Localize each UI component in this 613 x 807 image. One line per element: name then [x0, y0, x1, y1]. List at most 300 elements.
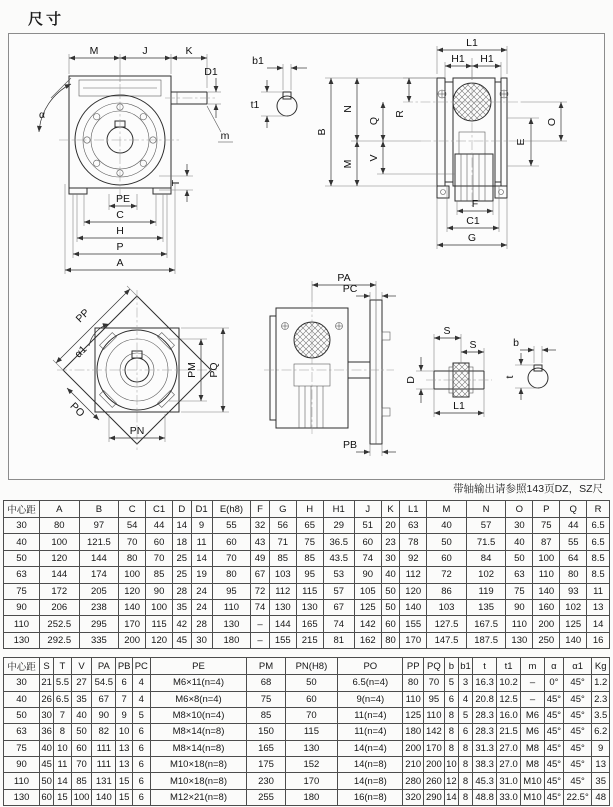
table1-cell: 9 [191, 518, 212, 534]
table2-header-14: b1 [458, 658, 472, 675]
table2-cell: 48 [592, 789, 610, 805]
table2-cell: M10×18(n=8) [150, 773, 247, 789]
table2-cell: 8 [444, 707, 458, 723]
table1-cell: 63 [400, 518, 427, 534]
dimension-tables [3, 500, 610, 806]
table2-cell: 6 [133, 724, 150, 740]
table-row [4, 740, 610, 756]
dim-label-b-small: b [513, 337, 519, 349]
table2-cell: 40 [40, 740, 54, 756]
table1-cell: 19 [191, 567, 212, 583]
table1-cell: 80 [560, 567, 587, 583]
table1-cell: 16 [587, 632, 610, 648]
table1-cell: 18 [173, 534, 192, 550]
table1-cell: 170 [119, 616, 146, 632]
table1-header-14: L1 [400, 501, 427, 518]
table1-cell: 206 [40, 599, 80, 615]
table2-cell: 38.3 [473, 757, 497, 773]
table2-cell: 14(n=4) [338, 740, 403, 756]
mounting-side-view [264, 272, 396, 456]
table2-cell: 5 [133, 707, 150, 723]
table1-cell: 335 [79, 632, 119, 648]
table1-cell: 84 [466, 550, 506, 566]
table1-cell: 14 [173, 518, 192, 534]
table2-cell: 200 [403, 740, 424, 756]
dim-label-c1: C1 [466, 215, 480, 227]
table1-cell: 71.5 [466, 534, 506, 550]
table1-cell: 165 [296, 616, 323, 632]
dim-label-pa: PA [337, 272, 351, 284]
table1-cell: 162 [354, 632, 381, 648]
table2-cell: 200 [424, 757, 445, 773]
table2-cell: 1.2 [592, 675, 610, 691]
table2-cell: 6 [133, 740, 150, 756]
table2-cell: 95 [424, 691, 445, 707]
table1-header-19: Q [560, 501, 587, 518]
table2-cell: – [521, 675, 545, 691]
table1-cell: 167.5 [466, 616, 506, 632]
table1-cell: 200 [119, 632, 146, 648]
dim-label-s-left: S [443, 325, 451, 337]
table2-header-4: PA [92, 658, 116, 675]
table1-header-11: H1 [323, 501, 354, 518]
dim-label-b1: b1 [252, 55, 264, 67]
dim-label-s-right: S [469, 339, 477, 351]
table1-cell: 53 [323, 567, 354, 583]
table1-cell: 250 [533, 632, 560, 648]
table2-cell: 30 [4, 675, 40, 691]
table1-cell: 14 [587, 616, 610, 632]
table2-cell: 75 [4, 740, 40, 756]
table2-cell: 111 [92, 757, 116, 773]
table2-header-18: α [544, 658, 563, 675]
table1-cell: 67 [251, 567, 270, 583]
table2-cell: 175 [247, 757, 285, 773]
dim-label-t-small: t [504, 375, 516, 379]
table2-cell: 10 [54, 740, 71, 756]
table2-cell: 7 [54, 707, 71, 723]
table1-cell: 72 [251, 583, 270, 599]
table1-cell: 90 [354, 567, 381, 583]
table1-cell: 100 [119, 567, 146, 583]
table2-cell: 8 [458, 740, 472, 756]
table2-cell: 21 [40, 675, 54, 691]
table2-cell: 12 [444, 773, 458, 789]
table1-cell: 60 [427, 550, 467, 566]
table1-header-20: R [587, 501, 610, 518]
table1-cell: 70 [212, 550, 251, 566]
table2-cell: 16(n=8) [338, 789, 403, 805]
table1-cell: 215 [296, 632, 323, 648]
table1-cell: 44 [560, 518, 587, 534]
table1-cell: 140 [400, 599, 427, 615]
input-key-detail [251, 55, 307, 128]
table1-cell: 110 [533, 567, 560, 583]
table-row [4, 691, 610, 707]
table1-cell: 55 [212, 518, 251, 534]
table-row [4, 632, 610, 648]
table2-cell: – [521, 691, 545, 707]
table2-cell: 28.3 [473, 707, 497, 723]
table1-cell: 172 [40, 583, 80, 599]
table1-cell: 90 [4, 599, 40, 615]
table2-header-12: PQ [424, 658, 445, 675]
table2-cell: 4 [133, 675, 150, 691]
table2-cell: 45° [544, 773, 563, 789]
table-row [4, 550, 610, 566]
table2-cell: 45° [544, 707, 563, 723]
dim-label-l1: L1 [466, 37, 478, 49]
table1-cell: 160 [533, 599, 560, 615]
table2-cell: 131 [92, 773, 116, 789]
table1-cell: 80 [119, 550, 146, 566]
dim-label-pp: PP [73, 306, 93, 326]
table2-cell: 320 [403, 789, 424, 805]
table1-cell: 50 [4, 550, 40, 566]
table2-cell: 85 [71, 773, 92, 789]
table-row [4, 583, 610, 599]
table1-cell: 13 [587, 599, 610, 615]
table2-cell: 11(n=4) [338, 707, 403, 723]
table1-cell: 100 [146, 599, 173, 615]
table2-cell: 180 [403, 724, 424, 740]
table1-cell: 187.5 [466, 632, 506, 648]
table1-cell: 67 [323, 599, 354, 615]
table2-header-6: PC [133, 658, 150, 675]
table1-cell: 115 [146, 616, 173, 632]
table1-cell: 57 [466, 518, 506, 534]
dim-label-alpha: α [38, 109, 46, 121]
table1-cell: 51 [354, 518, 381, 534]
table2-cell: M8 [521, 740, 545, 756]
table2-header-7: PE [150, 658, 247, 675]
dim-label-m-top: M [89, 45, 99, 57]
table1-cell: 130 [269, 599, 296, 615]
table2-cell: 13 [592, 757, 610, 773]
table1-cell: 28 [173, 583, 192, 599]
table2-cell: 142 [424, 724, 445, 740]
table1-cell: 63 [4, 567, 40, 583]
table1-header-13: K [381, 501, 400, 518]
table1-cell: 200 [533, 616, 560, 632]
table-row [4, 616, 610, 632]
dim-label-k: K [185, 45, 193, 57]
table2-header-10: PO [338, 658, 403, 675]
table1-cell: 105 [354, 583, 381, 599]
table1-cell: 90 [506, 599, 533, 615]
table1-cell: 75 [296, 534, 323, 550]
table1-header-1: A [40, 501, 80, 518]
table2-cell: 70 [424, 675, 445, 691]
table1-cell: 43.5 [323, 550, 354, 566]
table2-cell: 6 [133, 757, 150, 773]
dim-label-b-cap: B [316, 128, 328, 136]
table1-cell: 205 [79, 583, 119, 599]
table-row [4, 789, 610, 805]
table2-cell: 14(n=8) [338, 773, 403, 789]
table1-cell: 30 [381, 550, 400, 566]
dim-label-m-small: m [220, 130, 230, 142]
table1-cell: 130 [296, 599, 323, 615]
table1-cell: 56 [269, 518, 296, 534]
table1-cell: 144 [79, 550, 119, 566]
table-header-row [4, 658, 610, 675]
table1-header-3: C [119, 501, 146, 518]
table2-cell: 6 [444, 691, 458, 707]
hollow-shaft-detail [405, 325, 492, 417]
table2-cell: M8×14(n=8) [150, 724, 247, 740]
table1-cell: 80 [381, 632, 400, 648]
table2-cell: 30 [40, 707, 54, 723]
table1-cell: 14 [191, 550, 212, 566]
table2-cell: M6 [521, 707, 545, 723]
table2-cell: 13 [116, 740, 133, 756]
dimensions-table-1 [3, 500, 610, 649]
table2-cell: 90 [92, 707, 116, 723]
table1-cell: 24 [191, 599, 212, 615]
dim-label-o: O [546, 117, 558, 127]
table1-cell: 64 [560, 550, 587, 566]
table2-cell: 8 [444, 724, 458, 740]
table2-cell: 45° [563, 773, 592, 789]
table2-cell: 45° [544, 740, 563, 756]
dim-label-v: V [368, 154, 380, 162]
table2-cell: 15 [116, 773, 133, 789]
table2-cell: 5 [444, 675, 458, 691]
table1-cell: 120 [400, 583, 427, 599]
dim-label-po: PO [67, 400, 87, 420]
table1-cell: 35 [173, 599, 192, 615]
table2-cell: 10 [116, 724, 133, 740]
dim-label-alpha1: α1 [72, 343, 90, 361]
table1-cell: 24 [191, 583, 212, 599]
table1-cell: 102 [560, 599, 587, 615]
table1-cell: 20 [381, 518, 400, 534]
table2-cell: 27 [71, 675, 92, 691]
table2-cell: 9 [116, 707, 133, 723]
table1-cell: 78 [400, 534, 427, 550]
table1-cell: 97 [79, 518, 119, 534]
table1-cell: 43 [251, 534, 270, 550]
table1-cell: 103 [427, 599, 467, 615]
table1-cell: 6.5 [587, 534, 610, 550]
table2-cell: 130 [285, 740, 338, 756]
dim-label-pq: PQ [208, 362, 220, 378]
table2-cell: M10 [521, 773, 545, 789]
table-row [4, 599, 610, 615]
table2-header-19: α1 [563, 658, 592, 675]
table1-cell: 120 [146, 632, 173, 648]
table2-cell: 45 [40, 757, 54, 773]
table2-header-2: T [54, 658, 71, 675]
dim-label-pm: PM [186, 362, 198, 378]
table2-cell: 255 [247, 789, 285, 805]
dim-label-pe: PE [115, 193, 131, 205]
dim-label-a: A [116, 257, 124, 269]
table1-cell: 30 [191, 632, 212, 648]
table2-cell: 110 [424, 707, 445, 723]
table1-cell: 74 [251, 599, 270, 615]
table1-cell: 75 [533, 518, 560, 534]
table2-cell: 6 [133, 789, 150, 805]
table1-cell: – [251, 632, 270, 648]
table1-cell: 30 [506, 518, 533, 534]
table2-cell: 45° [563, 724, 592, 740]
table2-cell: 26 [40, 691, 54, 707]
table2-cell: 8 [458, 757, 472, 773]
table2-header-17: m [521, 658, 545, 675]
table2-cell: 5.5 [54, 675, 71, 691]
table1-cell: 57 [323, 583, 354, 599]
table2-cell: 115 [285, 724, 338, 740]
table2-cell: 6 [458, 724, 472, 740]
table1-header-2: B [79, 501, 119, 518]
table2-cell: 230 [247, 773, 285, 789]
table1-cell: 42 [173, 616, 192, 632]
table1-cell: 174 [79, 567, 119, 583]
table2-cell: 45.3 [473, 773, 497, 789]
table2-header-11: PP [403, 658, 424, 675]
dim-label-d: D [405, 376, 417, 384]
table1-cell: 50 [506, 550, 533, 566]
table1-cell: 292.5 [40, 632, 80, 648]
dim-label-j: J [142, 45, 148, 57]
dim-label-pn: PN [129, 425, 145, 437]
table1-cell: 80 [40, 518, 80, 534]
table-row [4, 757, 610, 773]
dim-label-m-side: M [342, 159, 354, 169]
table2-cell: 45° [544, 757, 563, 773]
table1-cell: 60 [212, 534, 251, 550]
table2-cell: 63 [4, 724, 40, 740]
table1-cell: 60 [354, 534, 381, 550]
table1-cell: 86 [427, 583, 467, 599]
flange-view [53, 286, 229, 450]
table1-cell: 155 [400, 616, 427, 632]
table1-cell: 40 [427, 518, 467, 534]
table1-cell: 11 [587, 583, 610, 599]
table1-cell: 170 [400, 632, 427, 648]
table2-cell: 8 [458, 789, 472, 805]
table2-cell: 125 [403, 707, 424, 723]
table2-header-13: b [444, 658, 458, 675]
table1-cell: 11 [191, 534, 212, 550]
table1-cell: 85 [146, 567, 173, 583]
table2-header-20: Kg [592, 658, 610, 675]
dim-label-t1: t1 [250, 99, 260, 111]
table1-cell: 55 [560, 534, 587, 550]
table1-cell: 93 [560, 583, 587, 599]
table1-cell: 125 [354, 599, 381, 615]
table2-cell: 33.0 [497, 789, 521, 805]
table1-cell: 130 [506, 632, 533, 648]
page-title: 尺寸 [28, 11, 65, 28]
table2-cell: 28.3 [473, 724, 497, 740]
table2-cell: 6.5 [54, 691, 71, 707]
table1-cell: 25 [173, 550, 192, 566]
table2-cell: 180 [285, 789, 338, 805]
table2-cell: 6 [133, 773, 150, 789]
table2-cell: 10 [444, 757, 458, 773]
table2-header-3: V [71, 658, 92, 675]
table-row [4, 707, 610, 723]
table-row [4, 567, 610, 583]
table2-header-5: PB [116, 658, 133, 675]
table-row [4, 518, 610, 534]
table2-cell: 165 [247, 740, 285, 756]
table1-cell: 130 [212, 616, 251, 632]
table2-cell: 290 [424, 789, 445, 805]
table1-cell: 112 [269, 583, 296, 599]
table2-cell: M10×18(n=8) [150, 757, 247, 773]
table1-cell: 50 [381, 599, 400, 615]
table-row [4, 724, 610, 740]
table1-cell: 120 [119, 583, 146, 599]
table1-cell: 36.5 [323, 534, 354, 550]
dim-label-r: R [394, 110, 406, 118]
table1-cell: 40 [4, 534, 40, 550]
table1-cell: 23 [381, 534, 400, 550]
table1-cell: 85 [269, 550, 296, 566]
front-view [39, 45, 233, 274]
output-key-detail [504, 337, 556, 400]
table1-cell: 29 [323, 518, 354, 534]
table2-cell: 60 [40, 789, 54, 805]
table1-cell: 40 [381, 567, 400, 583]
table1-cell: 127.5 [427, 616, 467, 632]
table-row [4, 534, 610, 550]
table2-cell: 15 [54, 789, 71, 805]
table1-cell: 6.5 [587, 518, 610, 534]
table1-cell: 144 [269, 616, 296, 632]
table2-cell: 50 [71, 724, 92, 740]
table1-header-0: 中心距 [4, 501, 40, 518]
table1-cell: 28 [191, 616, 212, 632]
table1-header-17: O [506, 501, 533, 518]
table2-cell: 50 [285, 675, 338, 691]
table2-cell: M12×21(n=8) [150, 789, 247, 805]
table2-cell: 6 [116, 675, 133, 691]
table1-cell: 147.5 [427, 632, 467, 648]
table2-cell: 260 [424, 773, 445, 789]
table2-cell: 3 [458, 675, 472, 691]
table2-cell: 35 [71, 691, 92, 707]
table2-header-1: S [40, 658, 54, 675]
table1-cell: 110 [212, 599, 251, 615]
table1-header-5: D [173, 501, 192, 518]
table2-cell: 70 [71, 757, 92, 773]
table1-cell: 40 [506, 534, 533, 550]
dim-label-g: G [467, 232, 477, 244]
table1-cell: 100 [533, 550, 560, 566]
table1-cell: 119 [466, 583, 506, 599]
table2-cell: M6×8(n=4) [150, 691, 247, 707]
table2-cell: 8 [54, 724, 71, 740]
table1-cell: 115 [296, 583, 323, 599]
table1-cell: 121.5 [79, 534, 119, 550]
dim-label-q: Q [368, 116, 380, 126]
table2-cell: 11(n=4) [338, 724, 403, 740]
table2-cell: 31.3 [473, 740, 497, 756]
table1-cell: 110 [506, 616, 533, 632]
table1-cell: 80 [212, 567, 251, 583]
table2-cell: 21.5 [497, 724, 521, 740]
table1-cell: 155 [269, 632, 296, 648]
table2-cell: 150 [247, 724, 285, 740]
table1-cell: 50 [381, 583, 400, 599]
table2-cell: 8 [458, 773, 472, 789]
table2-cell: 16.3 [473, 675, 497, 691]
